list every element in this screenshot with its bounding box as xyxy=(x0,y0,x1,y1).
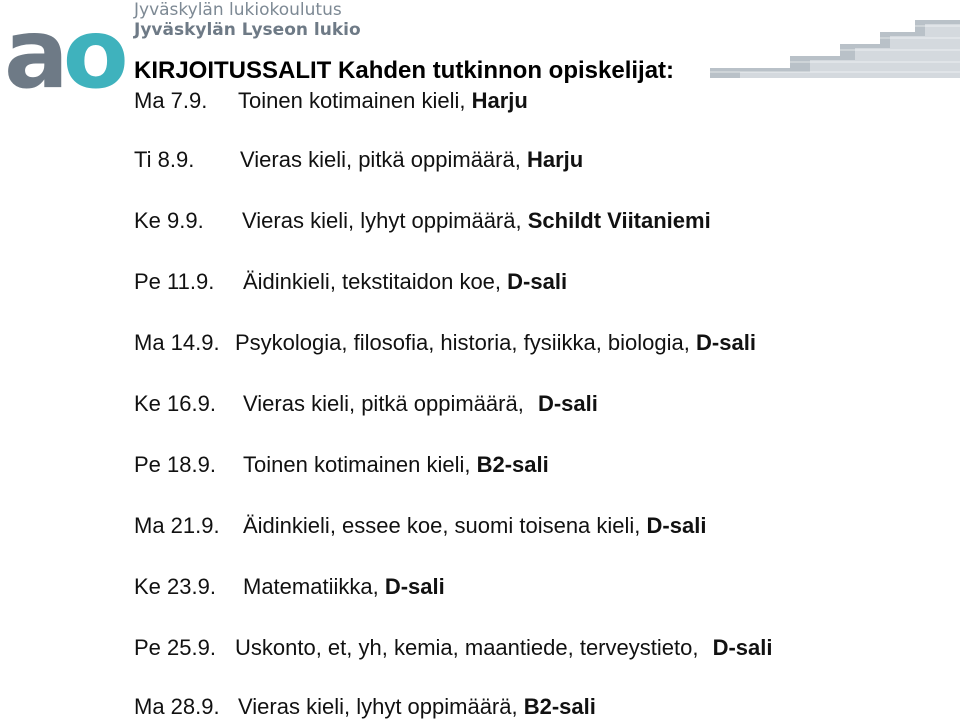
exam-subject: Uskonto, et, yh, kemia, maantiede, terveystieto, xyxy=(235,635,699,660)
list-item xyxy=(134,635,773,661)
exam-subject: Äidinkieli, essee koe, suomi toisena kieli, xyxy=(243,513,641,538)
exam-location: B2-sali xyxy=(523,694,596,719)
exam-location: D-sali xyxy=(696,330,756,355)
exam-location: Harju xyxy=(471,88,528,113)
exam-subject: Psykologia, filosofia, historia, fysiikka, biologia, xyxy=(235,330,690,355)
list-item xyxy=(134,694,596,720)
exam-location: Harju xyxy=(526,147,584,172)
exam-location: D-sali xyxy=(537,391,598,416)
exam-subject: Toinen kotimainen kieli, xyxy=(238,88,466,113)
exam-location: Schildt Viitaniemi xyxy=(527,208,711,233)
exam-date: Ma 14.9. xyxy=(134,330,220,355)
exam-date: Pe 11.9. xyxy=(134,269,215,294)
exam-location: D-sali xyxy=(384,574,445,599)
exam-date: Ma 28.9. xyxy=(134,694,220,719)
exam-location: D-sali xyxy=(712,635,773,660)
exam-subject: Toinen kotimainen kieli, xyxy=(243,452,471,477)
list-item xyxy=(134,269,567,295)
exam-subject: Vieras kieli, pitkä oppimäärä, xyxy=(243,391,524,416)
page-title: KIRJOITUSSALIT Kahden tutkinnon opiskelijat: xyxy=(134,57,675,84)
list-item xyxy=(134,330,756,356)
exam-date: Pe 25.9. xyxy=(134,635,216,660)
school-logo xyxy=(4,0,123,110)
logo-letter-o: o xyxy=(62,0,123,110)
exam-date: Ma 21.9. xyxy=(134,513,220,538)
exam-date: Ke 16.9. xyxy=(134,391,216,416)
list-item xyxy=(134,147,583,173)
exam-location: D-sali xyxy=(646,513,707,538)
stairs-icon xyxy=(710,14,960,78)
organization-name: Jyväskylän lukiokoulutus xyxy=(134,0,342,20)
exam-date: Pe 18.9. xyxy=(134,452,216,477)
exam-subject: Vieras kieli, lyhyt oppimäärä, xyxy=(238,694,518,719)
logo-letter-a: a xyxy=(4,0,63,110)
exam-subject: Matematiikka, xyxy=(243,574,379,599)
list-item xyxy=(134,452,549,478)
exam-subject: Vieras kieli, lyhyt oppimäärä, xyxy=(242,208,522,233)
exam-location: B2-sali xyxy=(476,452,549,477)
school-name: Jyväskylän Lyseon lukio xyxy=(134,20,361,40)
exam-date: Ke 23.9. xyxy=(134,574,216,599)
list-item xyxy=(134,513,706,539)
list-item xyxy=(134,574,445,600)
exam-subject: Äidinkieli, tekstitaidon koe, xyxy=(243,269,502,294)
exam-date: Ke 9.9. xyxy=(134,208,204,233)
exam-location: D-sali xyxy=(507,269,568,294)
list-item xyxy=(134,88,528,114)
exam-date: Ma 7.9. xyxy=(134,88,208,113)
exam-subject: Vieras kieli, pitkä oppimäärä, xyxy=(240,147,521,172)
list-item xyxy=(134,208,711,234)
list-item xyxy=(134,391,598,417)
exam-date: Ti 8.9. xyxy=(134,147,195,172)
